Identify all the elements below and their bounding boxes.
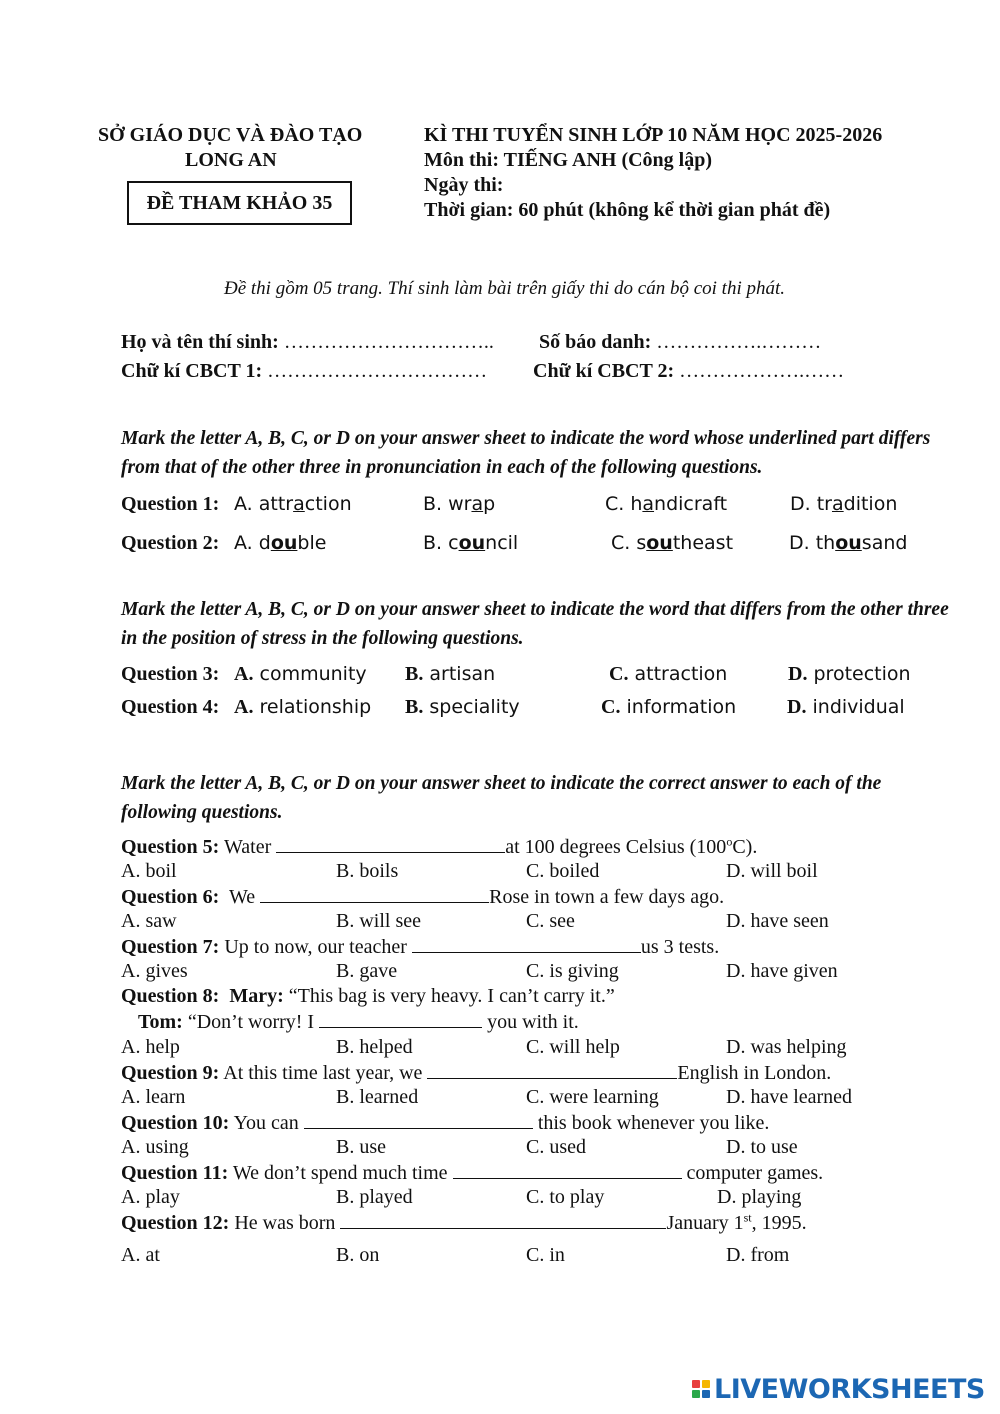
logo-text: LIVEWORKSHEETS	[714, 1373, 985, 1405]
exam-duration: Thời gian: 60 phút (không kể thời gian phát đề)	[424, 199, 831, 221]
question-8-label: Question 8:	[121, 985, 220, 1007]
q2-option-d[interactable]: D. thousand	[789, 532, 908, 554]
q12-option-c[interactable]: C. in	[526, 1244, 565, 1266]
q10-option-b[interactable]: B. use	[336, 1136, 386, 1158]
q6-option-c[interactable]: C. see	[526, 910, 575, 932]
q6-option-d[interactable]: D. have seen	[726, 910, 829, 932]
q5-option-a[interactable]: A. boil	[121, 860, 177, 882]
logo-square-blue	[702, 1390, 710, 1398]
q5-option-c[interactable]: C. boiled	[526, 860, 600, 882]
question-4	[121, 696, 219, 719]
q4-option-d[interactable]: D. individual	[787, 696, 905, 718]
logo-square-yellow	[702, 1380, 710, 1388]
q8-option-b[interactable]: B. helped	[336, 1036, 413, 1058]
q7-option-d[interactable]: D. have given	[726, 960, 838, 982]
candidate-id-line	[539, 331, 821, 354]
candidate-name-line	[121, 331, 494, 354]
speaker-tom: Tom:	[138, 1011, 183, 1033]
exam-note: Đề thi gồm 05 trang. Thí sinh làm bài trên giấy thi do cán bộ coi thi phát.	[224, 278, 786, 299]
answer-blank[interactable]	[340, 1211, 666, 1229]
q9-option-c[interactable]: C. were learning	[526, 1086, 659, 1108]
q9-option-d[interactable]: D. have learned	[726, 1086, 853, 1108]
q1-option-a[interactable]: A. attraction	[234, 493, 352, 515]
question-8-response: Tom: “Don’t worry! I you with it.	[138, 1011, 579, 1033]
question-9: Question 9: At this time last year, we English in London.	[121, 1062, 832, 1084]
question-8: Question 8: Mary: “This bag is very heavy. I can’t carry it.”	[121, 985, 615, 1007]
q3-option-a[interactable]: A. community	[234, 663, 367, 685]
candidate-name-label: Họ và tên thí sinh:	[121, 331, 279, 353]
candidate-id-label: Số báo danh:	[539, 331, 652, 353]
proctor1-signature-line	[121, 360, 487, 383]
q1-option-c[interactable]: C. handicraft	[605, 493, 728, 515]
question-7: Question 7: Up to now, our teacher us 3 tests.	[121, 936, 720, 958]
speaker-mary: Mary:	[229, 985, 284, 1007]
question-7-label: Question 7:	[121, 936, 220, 958]
question-1	[121, 493, 219, 516]
proctor2-signature-line	[533, 360, 844, 383]
exam-code: ĐỀ THAM KHẢO 35	[146, 191, 333, 214]
q3-option-d[interactable]: D. protection	[788, 663, 911, 685]
q4-option-b[interactable]: B. speciality	[405, 696, 520, 718]
q8-option-a[interactable]: A. help	[121, 1036, 180, 1058]
q2-option-a[interactable]: A. double	[234, 532, 327, 554]
q2-option-c[interactable]: C. southeast	[611, 532, 734, 554]
q1-option-b[interactable]: B. wrap	[423, 493, 496, 515]
section1-instruction: Mark the letter A, B, C, or D on your answer sheet to indicate the word whose underlined part differs from that of the other three in pronunciation in each of the following questions.	[121, 428, 931, 478]
answer-blank[interactable]	[427, 1061, 677, 1079]
q2-option-b[interactable]: B. council	[423, 532, 519, 554]
question-10-label: Question 10:	[121, 1112, 230, 1134]
proctor1-dots: ……………………………	[267, 360, 488, 382]
answer-blank[interactable]	[260, 885, 489, 903]
exam-subject: Môn thi: TIẾNG ANH (Công lập)	[424, 149, 713, 171]
q4-option-c[interactable]: C. information	[601, 696, 737, 718]
answer-blank[interactable]	[453, 1161, 682, 1179]
question-3	[121, 663, 219, 686]
question-9-label: Question 9:	[121, 1062, 220, 1084]
question-12-label: Question 12:	[121, 1212, 230, 1234]
candidate-id-dots: …………….………	[656, 331, 822, 353]
q9-option-a[interactable]: A. learn	[121, 1086, 186, 1108]
q10-option-c[interactable]: C. used	[526, 1136, 586, 1158]
q1-option-d[interactable]: D. tradition	[790, 493, 898, 515]
q3-option-b[interactable]: B. artisan	[405, 663, 496, 685]
q11-option-c[interactable]: C. to play	[526, 1186, 605, 1208]
question-2	[121, 532, 219, 555]
q5-option-d[interactable]: D. will boil	[726, 860, 818, 882]
q4-option-a[interactable]: A. relationship	[234, 696, 372, 718]
liveworksheets-logo	[692, 1374, 985, 1404]
question-1-label: Question 1:	[121, 493, 220, 515]
q5-option-b[interactable]: B. boils	[336, 860, 399, 882]
q11-option-d[interactable]: D. playing	[717, 1186, 802, 1208]
department-name: SỞ GIÁO DỤC VÀ ĐÀO TẠO	[98, 124, 363, 146]
logo-square-red	[692, 1380, 700, 1388]
q7-option-b[interactable]: B. gave	[336, 960, 398, 982]
q8-option-d[interactable]: D. was helping	[726, 1036, 847, 1058]
question-6-label: Question 6:	[121, 886, 220, 908]
answer-blank[interactable]	[319, 1010, 482, 1028]
question-12: Question 12: He was born January 1st, 1995.	[121, 1210, 807, 1234]
candidate-name-dots: …………………………..	[283, 331, 494, 353]
question-3-label: Question 3:	[121, 663, 220, 685]
q10-option-a[interactable]: A. using	[121, 1136, 189, 1158]
question-5: Question 5: Water at 100 degrees Celsius (100$^o$C).	[121, 834, 758, 858]
q7-option-c[interactable]: C. is giving	[526, 960, 619, 982]
q7-option-a[interactable]: A. gives	[121, 960, 188, 982]
q9-option-b[interactable]: B. learned	[336, 1086, 419, 1108]
question-4-label: Question 4:	[121, 696, 220, 718]
q12-option-d[interactable]: D. from	[726, 1244, 790, 1266]
proctor2-dots: ……………….……	[679, 360, 845, 382]
exam-date: Ngày thi:	[424, 174, 504, 196]
proctor1-label: Chữ kí CBCT 1:	[121, 360, 263, 382]
q11-option-a[interactable]: A. play	[121, 1186, 180, 1208]
proctor2-label: Chữ kí CBCT 2:	[533, 360, 675, 382]
exam-title: KÌ THI TUYỂN SINH LỚP 10 NĂM HỌC 2025-2026	[424, 124, 883, 146]
q12-option-b[interactable]: B. on	[336, 1244, 380, 1266]
q6-option-b[interactable]: B. will see	[336, 910, 421, 932]
q8-option-c[interactable]: C. will help	[526, 1036, 620, 1058]
q6-option-a[interactable]: A. saw	[121, 910, 177, 932]
section2-instruction: Mark the letter A, B, C, or D on your answer sheet to indicate the word that differs from the other three in the position of stress in the following questions.	[121, 599, 949, 649]
q3-option-c[interactable]: C. attraction	[609, 663, 728, 685]
question-11-label: Question 11:	[121, 1162, 229, 1184]
province-name: LONG AN	[185, 149, 277, 171]
answer-blank[interactable]	[412, 935, 641, 953]
question-11: Question 11: We don’t spend much time computer games.	[121, 1162, 824, 1184]
exam-code-box	[127, 181, 352, 225]
q10-option-d[interactable]: D. to use	[726, 1136, 798, 1158]
logo-grid-icon	[692, 1380, 710, 1398]
answer-blank[interactable]	[304, 1111, 533, 1129]
answer-blank[interactable]	[276, 835, 505, 853]
q11-option-b[interactable]: B. played	[336, 1186, 413, 1208]
question-10: Question 10: You can this book whenever you like.	[121, 1112, 770, 1134]
question-2-label: Question 2:	[121, 532, 220, 554]
question-6: Question 6: We Rose in town a few days ago.	[121, 886, 725, 908]
section3-instruction: Mark the letter A, B, C, or D on your answer sheet to indicate the correct answer to each of the following questions.	[121, 773, 882, 823]
logo-square-green	[692, 1390, 700, 1398]
q12-option-a[interactable]: A. at	[121, 1244, 160, 1266]
question-5-label: Question 5:	[121, 836, 220, 858]
